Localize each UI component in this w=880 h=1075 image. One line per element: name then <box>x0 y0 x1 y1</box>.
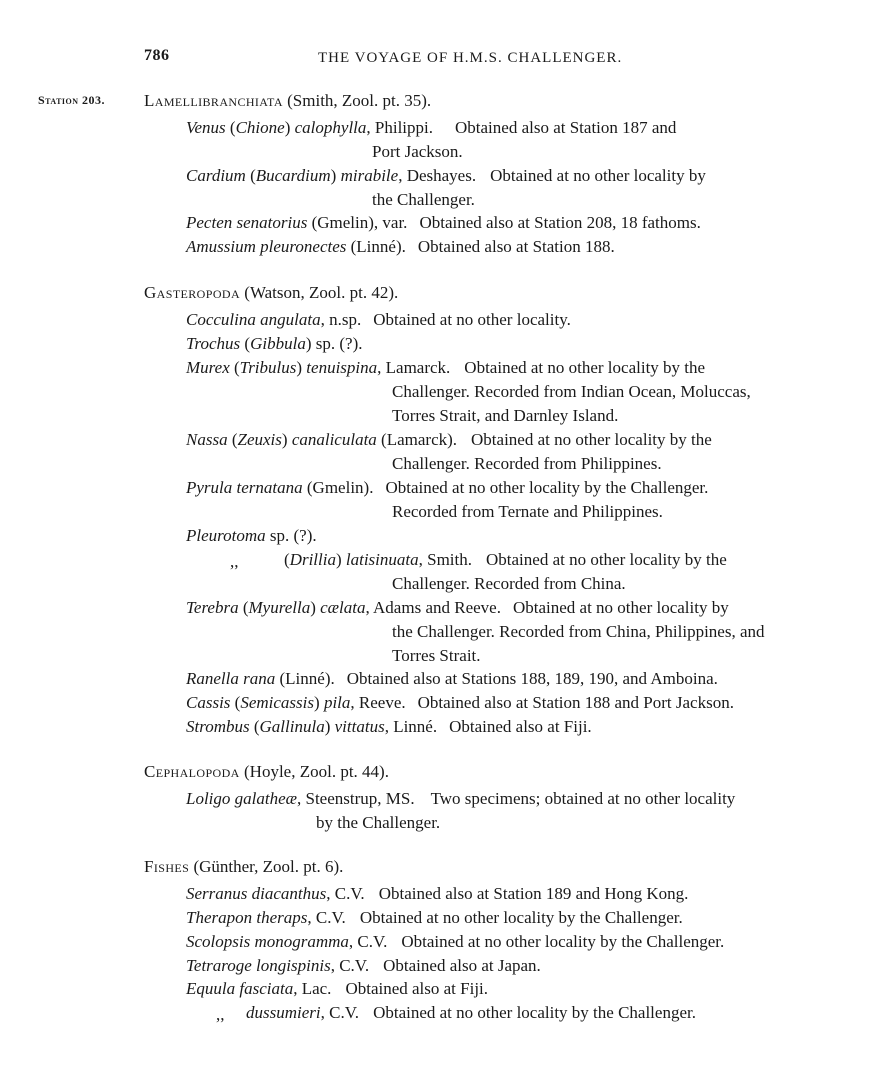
genus: Pyrula ternatana <box>186 478 303 497</box>
species: cælata <box>320 598 366 617</box>
punct: ( <box>227 430 238 449</box>
locality-note-continued: by the Challenger. <box>316 813 441 832</box>
list-item <box>186 428 712 452</box>
genus: Scolopsis monogramma <box>186 932 349 951</box>
locality-note: Obtained at no other locality by the <box>471 430 712 449</box>
list-item <box>284 548 727 572</box>
group-name: Lamellibranchiata <box>144 91 283 110</box>
subgenus: Myurella <box>248 598 311 617</box>
authority: , Lamarck. <box>377 358 451 377</box>
species: vittatus <box>334 717 385 736</box>
list-item <box>246 1001 696 1025</box>
list-item <box>186 715 592 739</box>
page-number: 786 <box>144 47 170 64</box>
group-name: Cephalopoda <box>144 762 240 781</box>
locality-note-continued: Challenger. Recorded from Philippines. <box>392 454 662 473</box>
genus: Strombus <box>186 717 250 736</box>
authority: sp. (?). <box>265 526 317 545</box>
locality-note: Obtained at no other locality by <box>490 166 706 185</box>
locality-note: Obtained at no other locality. <box>373 310 571 329</box>
authority: , C.V. <box>307 908 346 927</box>
locality-note: Obtained also at Fiji. <box>345 979 489 998</box>
list-item <box>186 954 541 978</box>
locality-note-continued: Torres Strait. <box>392 646 481 665</box>
authority: , Lac. <box>293 979 332 998</box>
locality-note: Obtained also at Station 208, 18 fathoms. <box>419 213 701 232</box>
authority: (Lamarck). <box>376 430 458 449</box>
subgenus: Zeuxis <box>237 430 282 449</box>
locality-note-continued: Challenger. Recorded from Indian Ocean, Moluccas, <box>392 382 751 401</box>
group-heading-cephalopoda <box>144 762 389 782</box>
punct: ) <box>330 166 341 185</box>
list-item <box>186 906 683 930</box>
authority: , Steenstrup, MS. <box>296 789 415 808</box>
list-item <box>186 787 735 811</box>
authority: , Philippi. <box>366 118 433 137</box>
species: mirabile <box>340 166 399 185</box>
genus: Venus <box>186 118 226 137</box>
authority: , C.V. <box>320 1003 360 1022</box>
punct: ( <box>230 693 241 712</box>
genus: Tetraroge longispinis <box>186 956 331 975</box>
genus: Trochus <box>186 334 241 353</box>
locality-note: Obtained at no other locality by the <box>464 358 706 377</box>
authority: , Deshayes. <box>398 166 477 185</box>
list-item <box>186 930 724 954</box>
locality-note-continued: the Challenger. <box>372 190 475 209</box>
locality-note: Obtained also at Station 187 and <box>455 118 677 137</box>
genus: Nassa <box>186 430 228 449</box>
punct: ) <box>314 693 324 712</box>
authority: , Reeve. <box>350 693 406 712</box>
authority: , n.sp. <box>320 310 362 329</box>
subgenus: Semicassis <box>240 693 315 712</box>
species: tenuispina <box>306 358 378 377</box>
locality-note: Obtained at no other locality by <box>512 598 729 617</box>
locality-note: Obtained also at Station 188 and Port Jackson. <box>417 693 734 712</box>
list-item <box>186 356 705 380</box>
genus: Murex <box>186 358 230 377</box>
locality-note: Obtained at no other locality by the Challenger. <box>359 908 683 927</box>
locality-note-continued: the Challenger. Recorded from China, Philippines, and <box>392 622 765 641</box>
subgenus: Chione <box>235 118 285 137</box>
punct: ) <box>305 334 316 353</box>
species: pila <box>323 693 351 712</box>
locality-note: Obtained at no other locality by the Challenger. <box>385 478 709 497</box>
genus: Pleurotoma <box>186 526 266 545</box>
locality-note-continued: Torres Strait, and Darnley Island. <box>392 406 619 425</box>
authority: (Gmelin), var. <box>307 213 408 232</box>
authority: , Smith. <box>418 550 472 569</box>
group-ref: (Watson, Zool. pt. 42). <box>240 283 399 302</box>
locality-note: Obtained also at Station 188. <box>417 237 615 256</box>
list-item <box>186 524 317 548</box>
group-ref: (Smith, Zool. pt. 35). <box>282 91 432 110</box>
punct: ) <box>284 118 295 137</box>
locality-note: Obtained also at Stations 188, 189, 190, and Amboina. <box>346 669 718 688</box>
genus: Pecten senatorius <box>186 213 308 232</box>
authority: (Linné). <box>346 237 406 256</box>
locality-note: Obtained also at Station 189 and Hong Kong. <box>378 884 689 903</box>
group-ref: (Hoyle, Zool. pt. 44). <box>239 762 389 781</box>
station-label: Station 203. <box>38 93 106 107</box>
group-name: Gasteropoda <box>144 283 241 302</box>
list-item <box>186 235 615 259</box>
list-item <box>186 476 708 500</box>
punct: ) <box>324 717 335 736</box>
list-item <box>186 308 571 332</box>
genus: Equula fasciata <box>186 979 294 998</box>
species: latisinuata <box>345 550 419 569</box>
list-item <box>186 882 688 906</box>
group-heading-lamellibranchiata <box>144 91 431 111</box>
running-title: THE VOYAGE OF H.M.S. CHALLENGER. <box>318 50 623 66</box>
punct: ) <box>310 598 321 617</box>
authority: , Linné. <box>384 717 438 736</box>
list-item <box>186 977 488 1001</box>
locality-note: Obtained at no other locality by the Challenger. <box>373 1003 696 1022</box>
species: canaliculata <box>291 430 377 449</box>
punct: ( <box>240 334 251 353</box>
locality-note: Obtained at no other locality by the <box>486 550 727 569</box>
group-ref: (Günther, Zool. pt. 6). <box>189 857 344 876</box>
species: calophylla <box>294 118 367 137</box>
authority: (Gmelin). <box>302 478 374 497</box>
punct: ) <box>281 430 292 449</box>
genus: Cocculina angulata <box>186 310 321 329</box>
punct: ( <box>238 598 249 617</box>
genus: Cassis <box>186 693 231 712</box>
punct: ( <box>284 550 290 569</box>
group-name: Fishes <box>144 857 190 876</box>
genus: Amussium pleuronectes <box>186 237 347 256</box>
punct: ( <box>225 118 236 137</box>
genus: Terebra <box>186 598 239 617</box>
authority: (Linné). <box>275 669 335 688</box>
genus: Loligo galatheæ <box>186 789 297 808</box>
locality-note-continued: Port Jackson. <box>372 142 463 161</box>
punct: ( <box>229 358 240 377</box>
authority: , C.V. <box>348 932 388 951</box>
locality-note-continued: Challenger. Recorded from China. <box>392 574 626 593</box>
genus: Cardium <box>186 166 246 185</box>
punct: ) <box>296 358 307 377</box>
subgenus: Drillia <box>289 550 336 569</box>
list-item <box>186 596 729 620</box>
authority: , C.V. <box>326 884 365 903</box>
genus: Serranus diacanthus <box>186 884 327 903</box>
locality-note: Obtained also at Fiji. <box>449 717 592 736</box>
locality-note: Obtained also at Japan. <box>383 956 541 975</box>
subgenus: Gallinula <box>259 717 325 736</box>
genus: Ranella rana <box>186 669 276 688</box>
list-item <box>186 332 362 356</box>
list-item <box>186 116 676 140</box>
group-heading-gasteropoda <box>144 283 398 303</box>
ditto-mark: ,, <box>230 552 239 571</box>
genus: Therapon theraps <box>186 908 308 927</box>
punct: ( <box>249 717 260 736</box>
authority: , Adams and Reeve. <box>365 598 501 617</box>
punct: ( <box>245 166 256 185</box>
authority: sp. (?). <box>315 334 363 353</box>
locality-note-continued: Recorded from Ternate and Philippines. <box>392 502 663 521</box>
subgenus: Gibbula <box>250 334 306 353</box>
locality-note: Obtained at no other locality by the Challenger. <box>401 932 725 951</box>
species: dussumieri <box>246 1003 321 1022</box>
group-heading-fishes <box>144 857 343 877</box>
list-item <box>186 691 734 715</box>
punct: ) <box>335 550 346 569</box>
list-item <box>186 667 718 691</box>
ditto-mark: ,, <box>216 1005 225 1024</box>
authority: , C.V. <box>330 956 370 975</box>
subgenus: Bucardium <box>255 166 331 185</box>
list-item <box>186 211 701 235</box>
locality-note: Two specimens; obtained at no other locality <box>430 789 736 808</box>
list-item <box>186 164 706 188</box>
subgenus: Tribulus <box>239 358 297 377</box>
